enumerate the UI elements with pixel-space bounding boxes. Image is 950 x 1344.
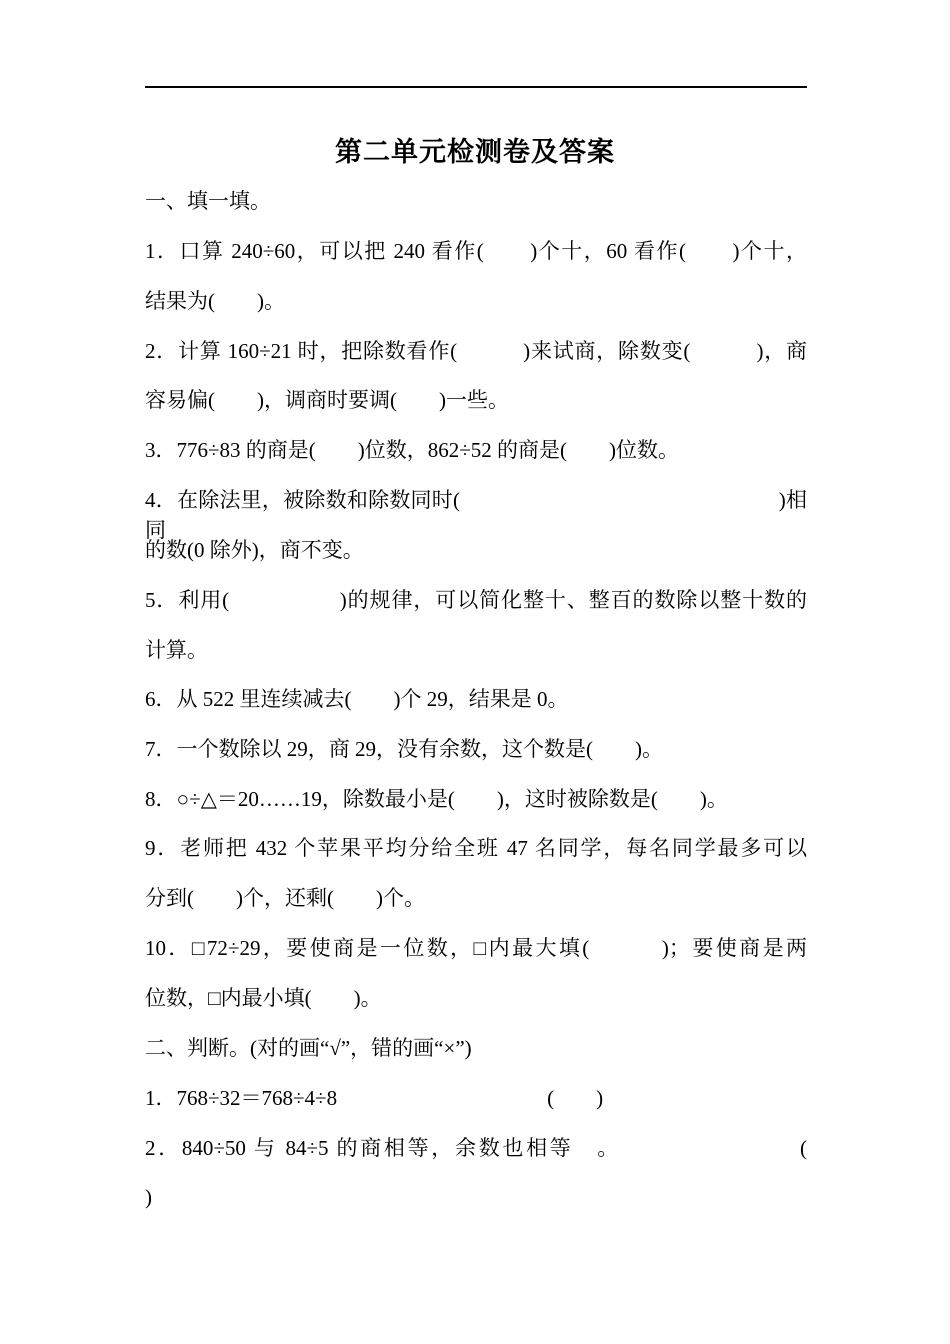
page-title: 第二单元检测卷及答案 (335, 137, 615, 168)
question-line: 2．计算 160÷21 时，把除数看作( )来试商，除数变( )，商 (145, 339, 807, 363)
question-line: 6．从 522 里连续减去( )个 29，结果是 0。 (145, 687, 569, 711)
section2-heading: 二、判断。(对的画“√”，错的画“×”) (145, 1036, 472, 1060)
question-line: 9．老师把 432 个苹果平均分给全班 47 名同学，每名同学最多可以 (145, 836, 807, 860)
question-line: 5．利用( )的规律，可以简化整十、整百的数除以整十数的 (145, 588, 807, 612)
judge-line: 1．768÷32＝768÷4÷8 ( ) (145, 1086, 604, 1110)
judge-line: ) (145, 1185, 152, 1209)
question-line: 10．□72÷29，要使商是一位数，□内最大填( )；要使商是两 (145, 936, 807, 960)
question-line: 分到( )个，还剩( )个。 (145, 886, 425, 910)
question-line: 位数，□内最小填( )。 (145, 986, 382, 1010)
question-line: 4．在除法里，被除数和除数同时( )相同 (145, 488, 807, 542)
question-line: 1．口算 240÷60，可以把 240 看作( )个十，60 看作( )个十， (145, 239, 807, 263)
question-line: 结果为( )。 (145, 289, 285, 313)
question-line: 计算。 (145, 638, 208, 662)
section1-heading: 一、填一填。 (145, 189, 271, 213)
judge-line: 2．840÷50 与 84÷5 的商相等，余数也相等 。 ( (145, 1136, 807, 1160)
question-line: 3．776÷83 的商是( )位数，862÷52 的商是( )位数。 (145, 438, 680, 462)
question-line: 容易偏( )，调商时要调( )一些。 (145, 388, 509, 412)
question-line: 7．一个数除以 29，商 29，没有余数，这个数是( )。 (145, 737, 663, 761)
question-line: 的数(0 除外)，商不变。 (145, 538, 364, 562)
header-rule (145, 86, 807, 88)
question-line: 8．○÷△＝20……19，除数最小是( )，这时被除数是( )。 (145, 787, 728, 811)
